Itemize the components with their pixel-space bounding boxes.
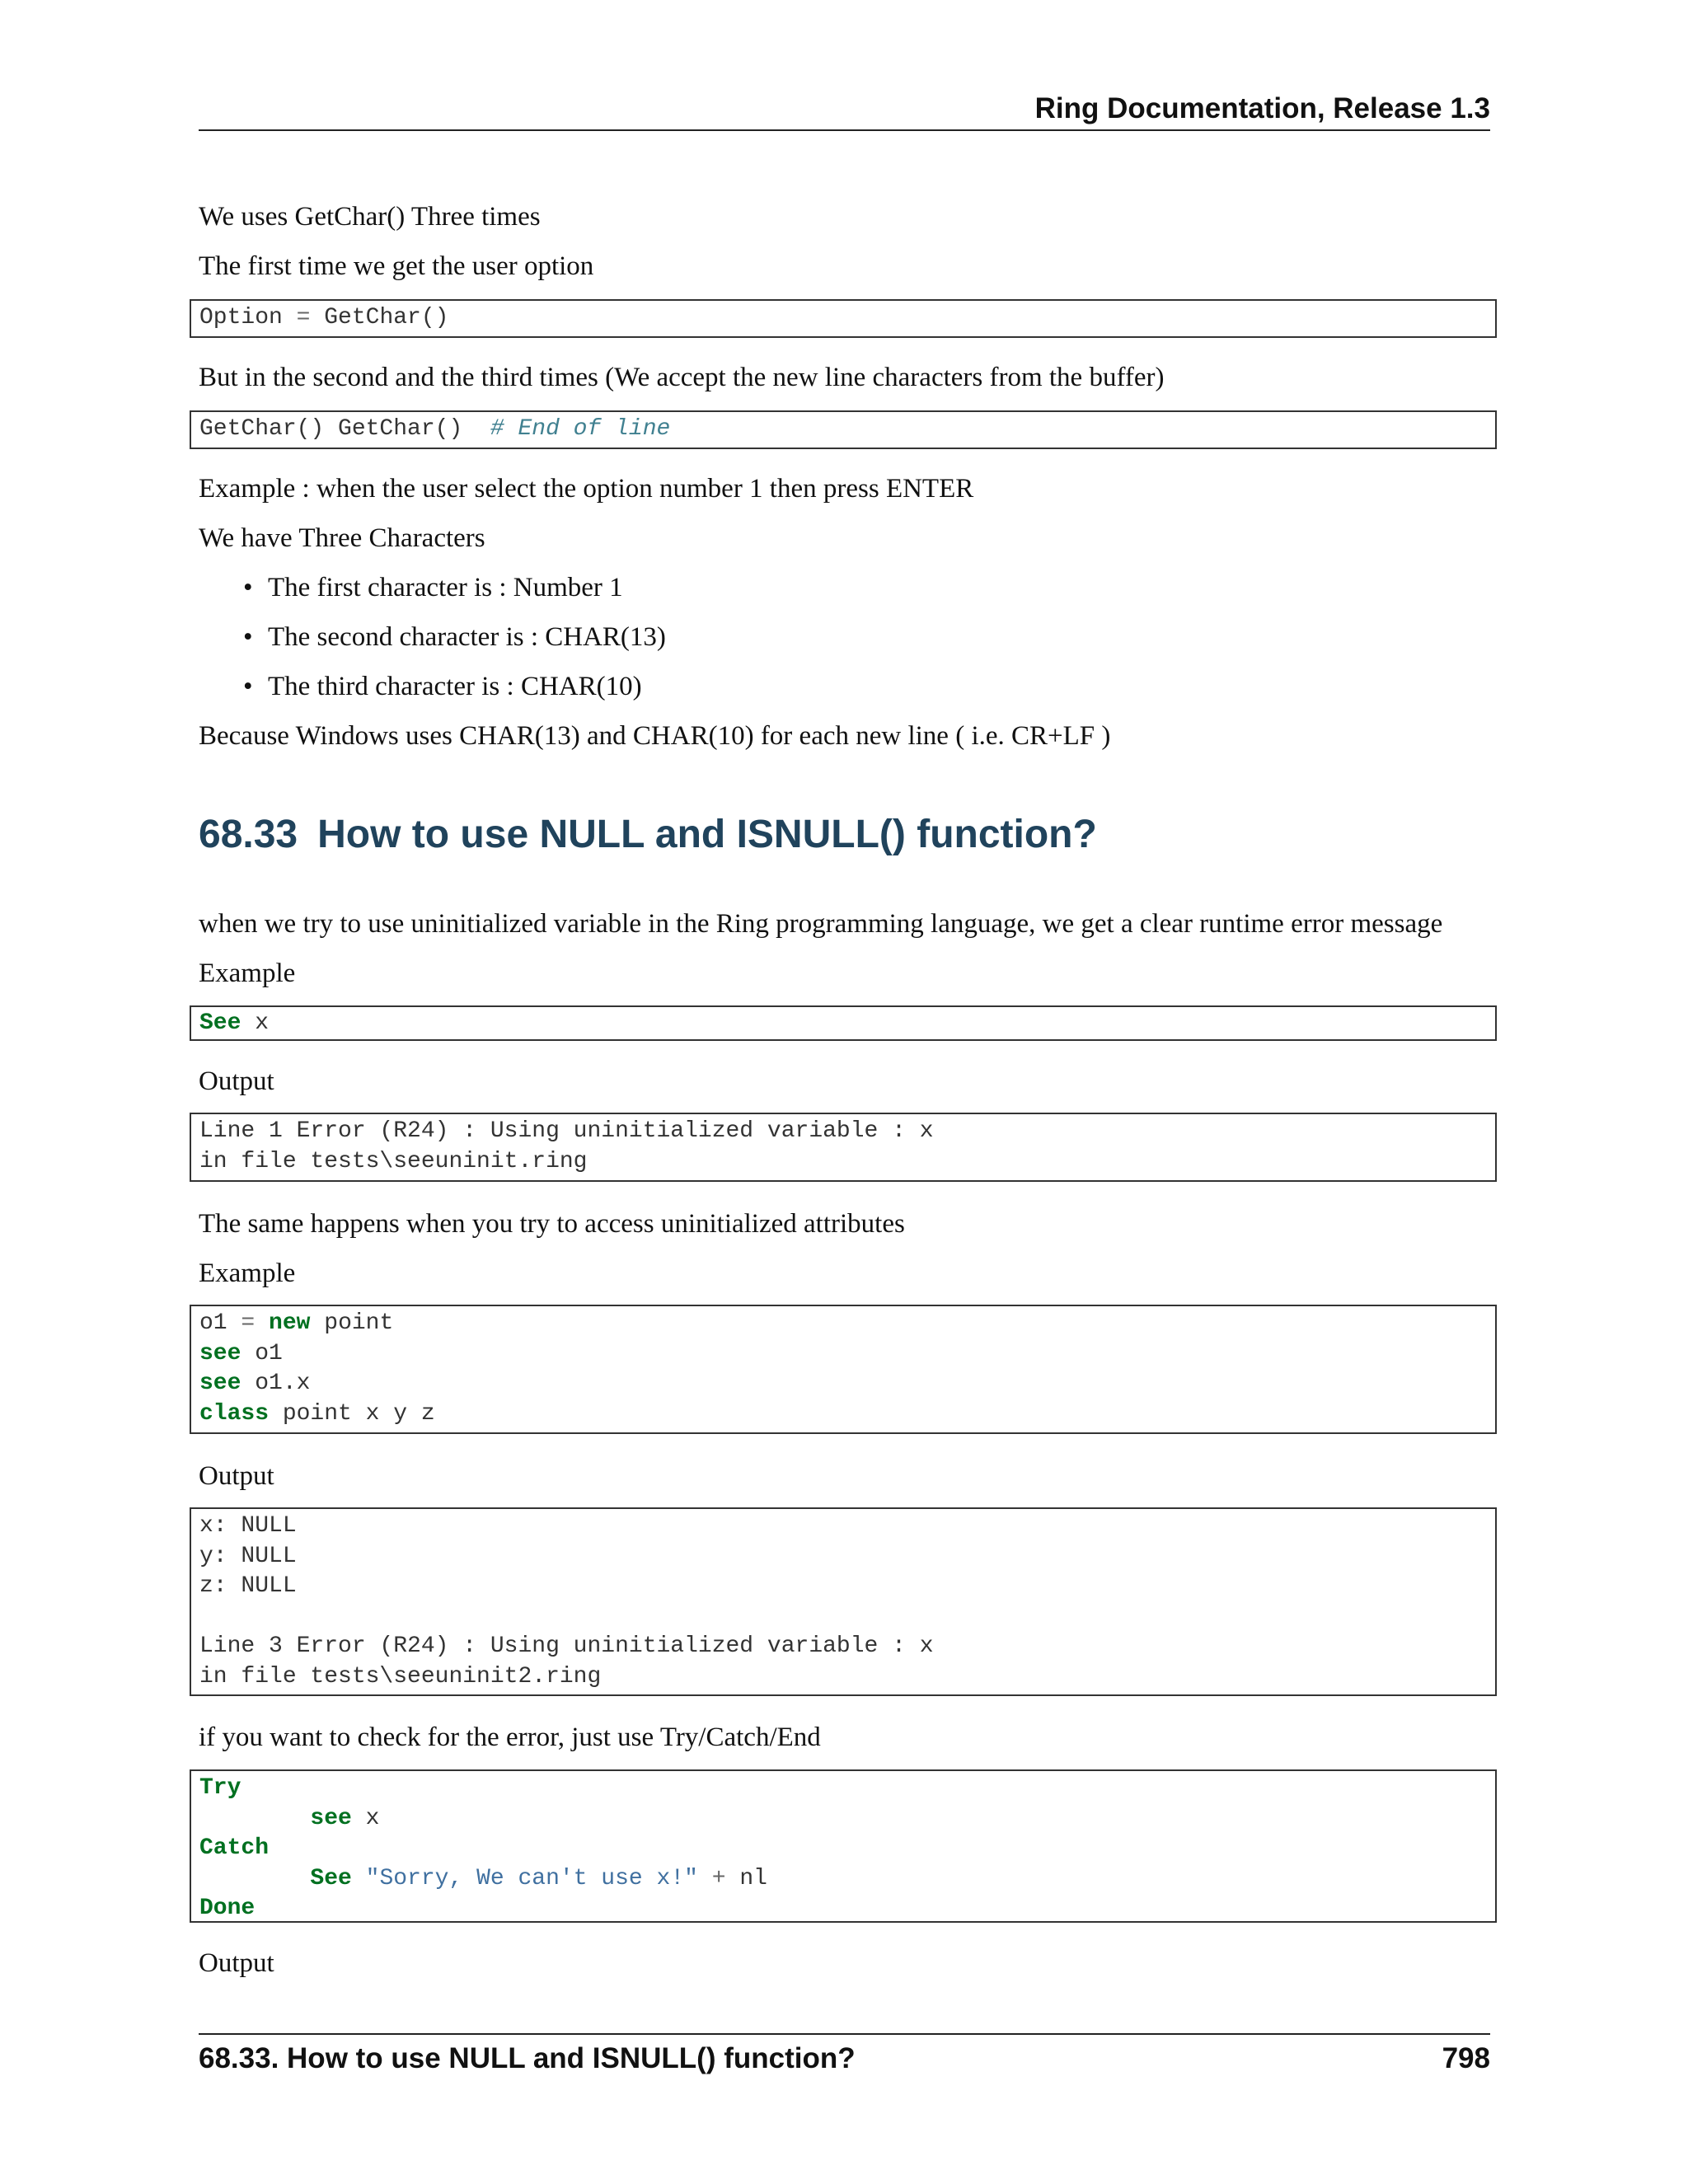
- code-keyword: Done: [199, 1896, 256, 1921]
- code-block-try-catch: [190, 1769, 1497, 1923]
- code-text: GetChar() GetChar(): [199, 416, 490, 442]
- code-string: "Sorry, We can't use x!": [365, 1865, 698, 1891]
- paragraph: But in the second and the third times (We accept the new line characters from the buffer): [199, 363, 1165, 392]
- bullet-icon: •: [243, 672, 253, 701]
- code-keyword: See: [199, 1010, 241, 1036]
- code-keyword: class: [199, 1400, 270, 1427]
- output-line: z: NULL: [199, 1573, 297, 1599]
- list-item-text: The second character is : CHAR(13): [268, 622, 666, 652]
- code-text: GetChar(): [310, 305, 449, 330]
- footer-rule: [199, 2033, 1490, 2035]
- list-item-text: The third character is : CHAR(10): [268, 672, 642, 701]
- section-number: 68.33: [199, 813, 298, 856]
- code-keyword: see: [199, 1340, 241, 1366]
- code-block-getchar: [190, 410, 1497, 449]
- code-text: o1: [199, 1310, 241, 1336]
- output-line: Line 1 Error (R24) : Using uninitialized variable : x: [199, 1118, 934, 1144]
- footer-section-ref: 68.33. How to use NULL and ISNULL() function?: [199, 2042, 856, 2074]
- code-operator: =: [296, 305, 311, 330]
- code-text: Option: [199, 305, 297, 330]
- code-text: o1.x: [241, 1371, 311, 1396]
- code-text: point x y z: [269, 1400, 435, 1427]
- list-item-text: The first character is : Number 1: [268, 573, 623, 602]
- code-indent: [199, 1806, 310, 1831]
- code-indent: [199, 1866, 310, 1891]
- section-heading: [199, 812, 1097, 857]
- paragraph: Because Windows uses CHAR(13) and CHAR(10) for each new line ( i.e. CR+LF ): [199, 721, 1111, 751]
- code-block-see-x: [190, 1005, 1497, 1041]
- output-block-2: [190, 1507, 1497, 1696]
- output-line: Line 3 Error (R24) : Using uninitialized variable : x: [199, 1633, 934, 1659]
- output-block-1: [190, 1113, 1497, 1182]
- output-line: in file tests\seeuninit2.ring: [199, 1663, 602, 1690]
- example-label: Example: [199, 1258, 296, 1288]
- output-line: x: NULL: [199, 1513, 297, 1539]
- bullet-icon: •: [243, 622, 253, 652]
- output-label: Output: [199, 1066, 274, 1096]
- running-header-title: Ring Documentation, Release 1.3: [1034, 92, 1490, 124]
- code-text: [255, 1310, 269, 1336]
- code-operator: +: [711, 1865, 726, 1891]
- paragraph: The first time we get the user option: [199, 251, 594, 281]
- output-label: Output: [199, 1948, 274, 1978]
- code-text: [352, 1866, 366, 1891]
- list-item: [243, 670, 666, 719]
- list-item: [243, 621, 666, 670]
- paragraph: We have Three Characters: [199, 523, 485, 553]
- paragraph: The same happens when you try to access uninitialized attributes: [199, 1209, 905, 1239]
- output-line: [199, 1602, 1487, 1633]
- code-text: x: [351, 1805, 380, 1831]
- output-label: Output: [199, 1461, 274, 1491]
- code-keyword: new: [269, 1310, 311, 1336]
- page-number: 798: [1442, 2042, 1490, 2074]
- code-text: x: [241, 1010, 270, 1036]
- bullet-list: [243, 571, 666, 719]
- bullet-icon: •: [243, 573, 253, 602]
- code-text: [698, 1866, 712, 1891]
- code-text: o1: [241, 1340, 283, 1366]
- example-label: Example: [199, 958, 296, 988]
- code-keyword: see: [199, 1371, 241, 1396]
- list-item: [243, 571, 666, 621]
- header-rule: [199, 129, 1490, 131]
- code-keyword: see: [310, 1805, 352, 1831]
- code-keyword: Catch: [199, 1835, 270, 1861]
- paragraph: We uses GetChar() Three times: [199, 202, 541, 232]
- paragraph: when we try to use uninitialized variable in the Ring programming language, we get a clear runtime error message: [199, 909, 1443, 939]
- code-keyword: Try: [199, 1775, 241, 1801]
- code-operator: =: [241, 1310, 256, 1336]
- section-title: How to use NULL and ISNULL() function?: [317, 813, 1097, 856]
- code-text: point: [310, 1310, 394, 1336]
- paragraph: Example : when the user select the option number 1 then press ENTER: [199, 474, 974, 504]
- code-block-option: [190, 299, 1497, 338]
- output-line: in file tests\seeuninit.ring: [199, 1148, 588, 1174]
- code-text: nl: [725, 1865, 767, 1891]
- paragraph: if you want to check for the error, just use Try/Catch/End: [199, 1722, 821, 1752]
- code-comment: # End of line: [490, 416, 671, 442]
- code-keyword: See: [310, 1865, 352, 1891]
- output-line: y: NULL: [199, 1543, 297, 1569]
- code-block-point: [190, 1305, 1497, 1434]
